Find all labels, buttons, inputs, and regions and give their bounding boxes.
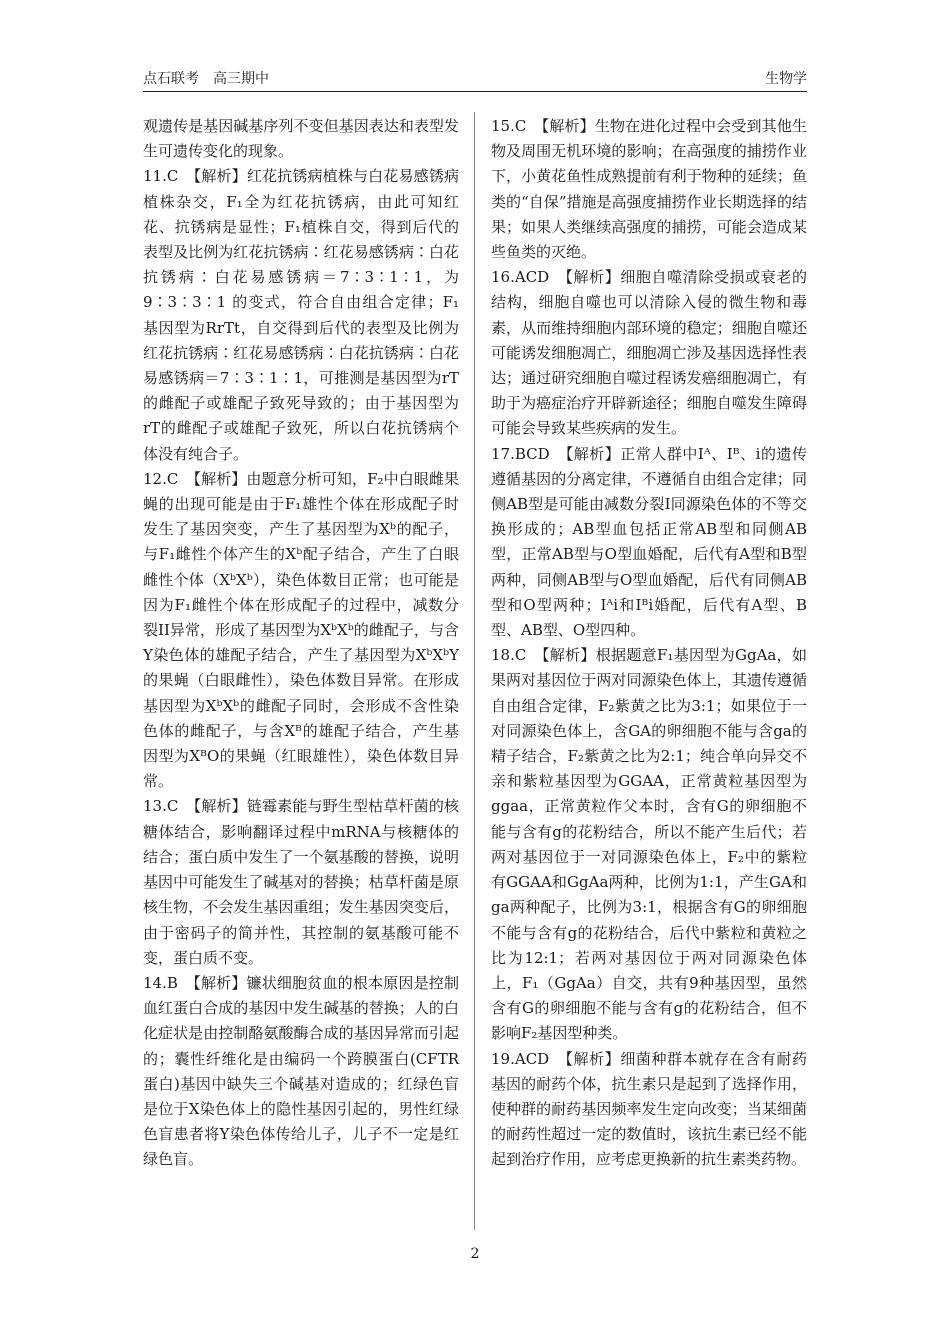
header-subject: 生物学 [765, 71, 807, 87]
page-number: 2 [470, 1246, 480, 1262]
answer-16: 16.ACD 【解析】细胞自噬清除受损或衰老的结构，细胞自噬也可以清除入侵的微生物和毒素，从而维持细胞内部环境的稳定；细胞自噬还可能诱发细胞凋亡，细胞凋亡涉及基因选择性表达；通过研究细胞自噬过程诱发癌细胞凋亡，有助于为癌症治疗开辟新途径；细胞自噬发生障碍可能会导致某些疾病的发生。 [491, 268, 807, 438]
answer-19: 19.ACD 【解析】细菌种群本就存在含有耐药基因的耐药个体，抗生素只是起到了选择作用，使种群的耐药基因频率发生定向改变；当某细菌的耐药性超过一定的数值时，该抗生素已经不能起到治疗作用，应考虑更换新的抗生素类药物。 [491, 1049, 807, 1169]
answer-11: 11.C 【解析】红花抗锈病植株与白花易感锈病植株杂交，F₁全为红花抗锈病，由此可知红花、抗锈病是显性；F₁植株自交，得到后代的表型及比例为红花抗锈病∶红花易感锈病∶白花抗锈病∶白花易感锈病＝7∶3∶1∶1，为9∶3∶3∶1 的变式，符合自由组合定律；F₁ 基因型为RrTt，自交得到后代的表型及比例为红花抗锈病∶红花易感锈病∶白花抗锈病∶白花易感锈病＝7∶3∶1∶1，可推测是基因型为rT 的雌配子或雄配子致死导致的；由于基因型为rT的雌配子或雄配子致死，所以白花抗锈病个体没有纯合子。 [143, 167, 459, 463]
column-divider [474, 112, 475, 1230]
paragraph: 观遗传是基因碱基序列不变但基因表达和表型发生可遗传变化的现象。 [143, 117, 459, 161]
header-exam-name: 点石联考 [143, 71, 199, 87]
header-exam-term: 高三期中 [213, 71, 269, 87]
header-left [143, 68, 283, 88]
answer-18: 18.C 【解析】根据题意F₁基因型为GgAa，如果两对基因位于两对同源染色体上，其遗传遵循自由组合定律，F₂紫黄之比为3:1；如果位于一对同源染色体上，含GA的卵细胞不能与含ga的精子结合，F₂紫黄之比为2:1；纯合单向异交不亲和紫粒基因型为GGAA，正常黄粒基因型为ggaa，正常黄粒作父本时，含有G的卵细胞不能与含有g的花粉结合，所以不能产生后代；若两对基因位于一对同源染色体上，F₂中的紫粒有GGAA和GgAa两种，比例为1:1，产生GA和ga两种配子，比例为3:1，根据含有G的卵细胞不能与含有g的花粉结合，后代中紫粒和黄粒之比为12:1；若两对基因位于两对同源染色体上，F₁（GgAa）自交，共有9种基因型，虽然含有G的卵细胞不能与含有g的花粉结合，但不影响F₂基因型种类。 [491, 646, 807, 1043]
answer-13: 13.C 【解析】链霉素能与野生型枯草杆菌的核糖体结合，影响翻译过程中mRNA与核糖体的结合；蛋白质中发生了一个氨基酸的替换，说明基因中可能发生了碱基对的替换；枯草杆菌是原核生物，不会发生基因重组；发生基因突变后，由于密码子的简并性，其控制的氨基酸可能不变，蛋白质不变。 [143, 797, 459, 967]
answer-12: 12.C 【解析】由题意分析可知，F₂中白眼雌果蝇的出现可能是由于F₁雄性个体在形成配子时发生了基因突变，产生了基因型为Xᵇ的配子，与F₁雌性个体产生的Xᵇ配子结合，产生了白眼雌性个体（XᵇXᵇ），染色体数目正常；也可能是因为F₁雌性个体在形成配子的过程中，减数分裂II异常，形成了基因型为XᵇXᵇ的雌配子，与含Y染色体的雄配子结合，产生了基因型为XᵇXᵇY的果蝇（白眼雌性），染色体数目异常。在形成基因型为XᵇXᵇ的雌配子同时，会形成不含性染色体的雌配子，与含Xᴮ的雄配子结合，产生基因型为XᴮO的果蝇（红眼雄性），染色体数目异常。 [143, 469, 459, 791]
answer-15: 15.C 【解析】生物在进化过程中会受到其他生物及周围无机环境的影响；在高强度的捕捞作业下，小黄花鱼性成熟提前有利于物种的延续；鱼类的“自保”措施是高强度捕捞作业长期选择的结果；如果人类继续高强度的捕捞，可能会造成某些鱼类的灭绝。 [491, 117, 807, 262]
answer-14: 14.B 【解析】镰状细胞贫血的根本原因是控制血红蛋白合成的基因中发生碱基的替换；人的白化症状是由控制酪氨酸酶合成的基因异常而引起的；囊性纤维化是由编码一个跨膜蛋白(CFTR蛋白)基因中缺失三个碱基对造成的；红绿色盲是位于X染色体上的隐性基因引起的，男性红绿色盲患者将Y染色体传给儿子，儿子不一定是红绿色盲。 [143, 973, 459, 1169]
answer-17: 17.BCD 【解析】正常人群中Iᴬ、Iᴮ、i的遗传遵循基因的分离定律，不遵循自由组合定律；同侧AB型是可能由减数分裂I同源染色体的不等交换形成的；AB型血包括正常AB型和同侧AB型，正常AB型与O型血婚配，后代有A型和B型两种，同侧AB型与O型血婚配，后代有同侧AB型和O型两种；Iᴬi和Iᴮi婚配，后代有A型、B型、AB型、O型四种。 [491, 444, 807, 640]
left-column [143, 114, 459, 1173]
right-column [491, 114, 807, 1173]
page-header [143, 62, 807, 92]
